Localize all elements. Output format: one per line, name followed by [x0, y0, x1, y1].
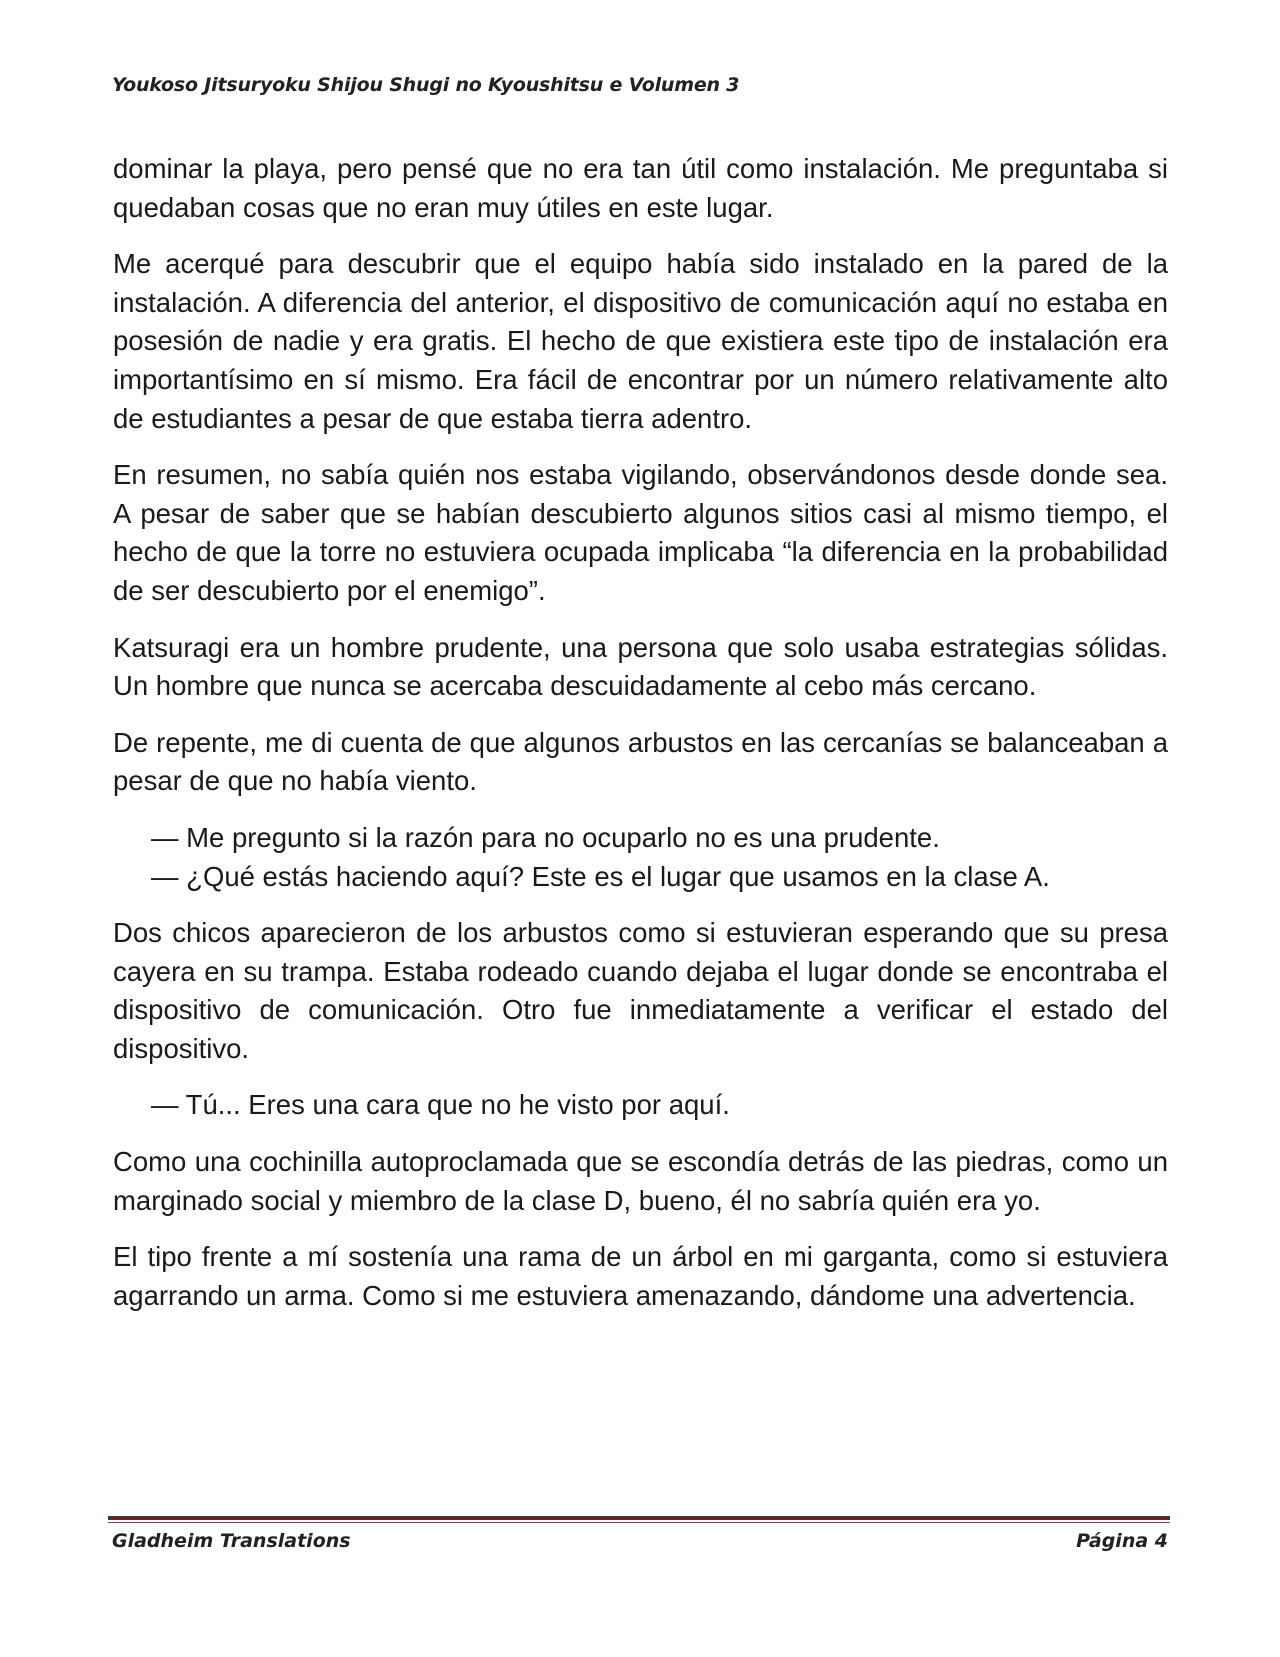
dialogue-line: — ¿Qué estás haciendo aquí? Este es el lugar que usamos en la clase A.: [151, 860, 1050, 892]
paragraph: Como una cochinilla autoproclamada que se escondía detrás de las piedras, como un marginado social y miembro de la clase D, bueno, él no sabría quién era yo.: [113, 1146, 1168, 1216]
paragraph: dominar la playa, pero pensé que no era tan útil como instalación. Me preguntaba si quedaban cosas que no eran muy útiles en este lugar.: [113, 153, 1168, 223]
dialogue-line: — Tú... Eres una cara que no he visto por aquí.: [151, 1089, 730, 1121]
dialogue-block: [113, 819, 1168, 896]
page-number: Página 4: [1076, 1530, 1168, 1552]
footer-divider: [108, 1516, 1170, 1524]
paragraph: Katsuragi era un hombre prudente, una persona que solo usaba estrategias sólidas. Un hombre que nunca se acercaba descuidadamente al cebo más cercano.: [113, 631, 1168, 702]
paragraph: De repente, me di cuenta de que algunos arbustos en las cercanías se balanceaban a pesar de que no había viento.: [113, 726, 1168, 797]
paragraph: Dos chicos aparecieron de los arbustos como si estuvieran esperando que su presa cayera en su trampa. Estaba rodeado cuando dejaba el lugar donde se encontraba el dispositivo de comunicación. Otro fue inmediatamente a verificar el estado del dispositivo.: [113, 917, 1168, 1064]
footer-divider-thin: [108, 1522, 1170, 1523]
dialogue-block: [113, 1086, 1168, 1125]
paragraph: En resumen, no sabía quién nos estaba vigilando, observándonos desde donde sea. A pesar de saber que se habían descubierto algunos sitios casi al mismo tiempo, el hecho de que la torre no estuviera ocupada implicaba “la diferencia en la probabilidad de ser descubierto por el enemigo”.: [113, 459, 1168, 606]
body-text: [113, 150, 1168, 1333]
footer-publisher: Gladheim Translations: [112, 1530, 351, 1552]
dialogue-line: — Me pregunto si la razón para no ocuparlo no es una prudente.: [151, 821, 940, 853]
footer-divider-thick: [108, 1516, 1170, 1520]
running-header: Youkoso Jitsuryoku Shijou Shugi no Kyoushitsu e Volumen 3: [112, 74, 740, 96]
paragraph: El tipo frente a mí sostenía una rama de un árbol en mi garganta, como si estuviera agarrando un arma. Como si me estuviera amenazando, dándome una advertencia.: [113, 1241, 1168, 1311]
paragraph: Me acerqué para descubrir que el equipo había sido instalado en la pared de la instalación. A diferencia del anterior, el dispositivo de comunicación aquí no estaba en posesión de nadie y era gratis. El hecho de que existiera este tipo de instalación era importantísimo en sí mismo. Era fácil de encontrar por un número relativamente alto de estudiantes a pesar de que estaba tierra adentro.: [113, 248, 1168, 434]
